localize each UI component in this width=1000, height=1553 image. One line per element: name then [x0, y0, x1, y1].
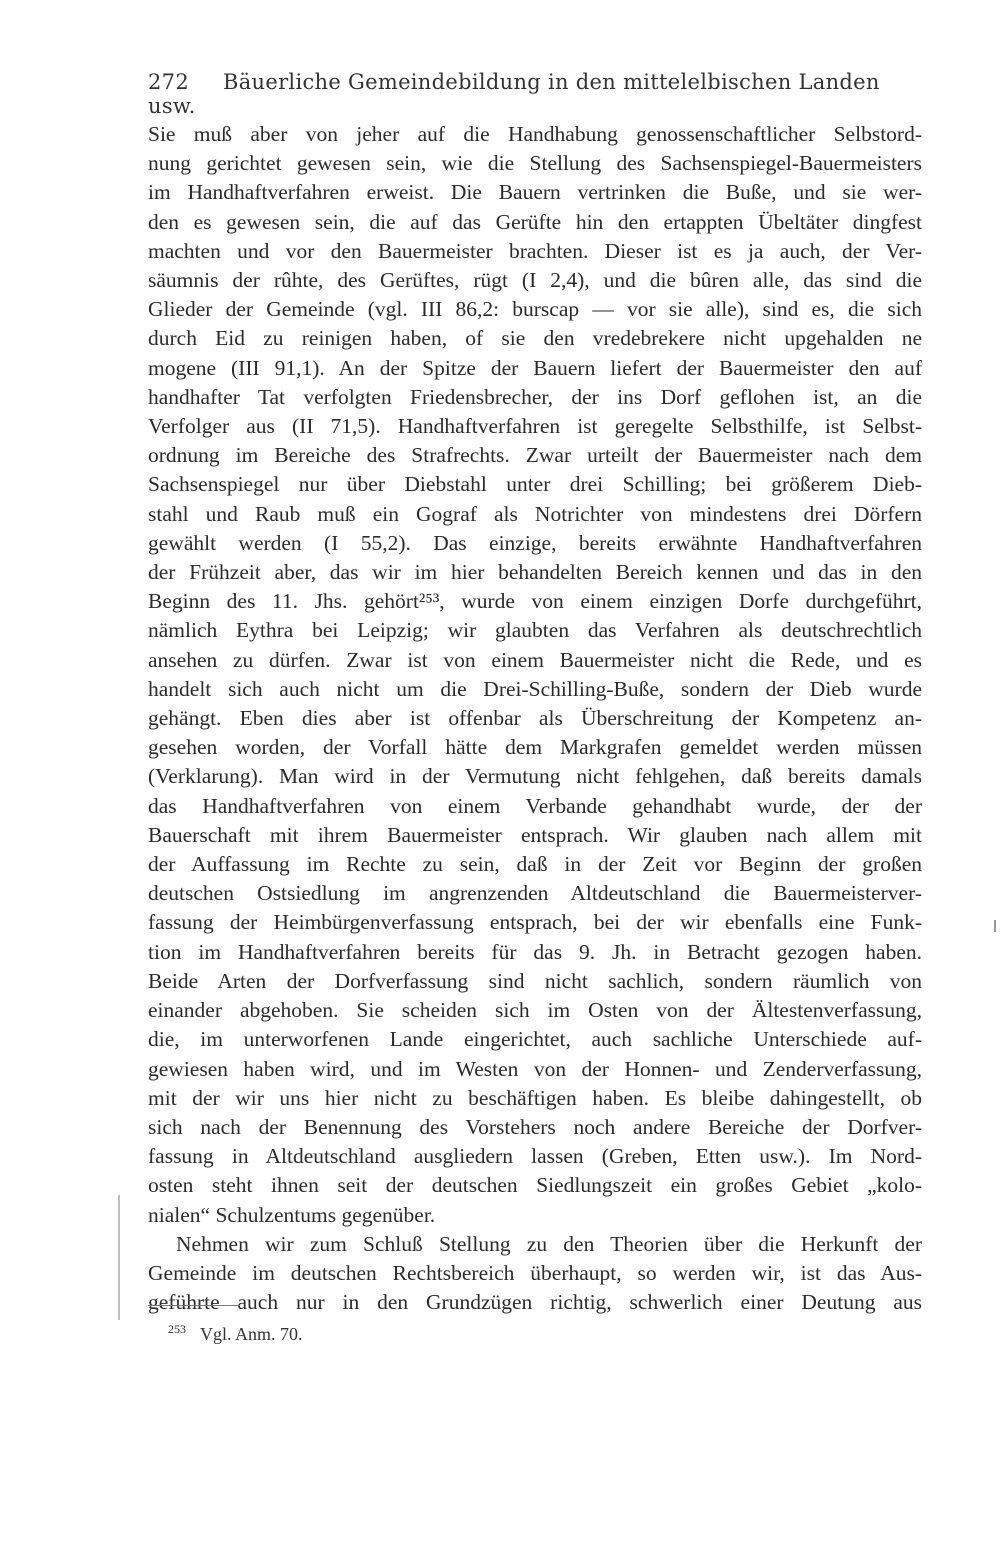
text-line: einander abgehoben. Sie scheiden sich im Osten von der Ältestenverfassung, — [148, 998, 922, 1023]
text-line: gewählt werden (I 55,2). Das einzige, bereits erwähnte Handhaftverfahren — [148, 530, 922, 555]
text-line: der Auffassung im Rechte zu sein, daß in der Zeit vor Beginn der großen — [148, 852, 922, 877]
text-line: gesehen worden, der Vorfall hätte dem Markgrafen gemeldet werden müssen — [148, 735, 922, 760]
text-line: mogene (III 91,1). An der Spitze der Bauern liefert der Bauermeister den auf — [148, 355, 922, 380]
text-line: stahl und Raub muß ein Gograf als Notrichter von mindestens drei Dörfern — [148, 501, 922, 526]
footnote — [168, 1322, 303, 1345]
text-line: fassung in Altdeutschland ausgliedern lassen (Greben, Etten usw.). Im Nord- — [148, 1144, 922, 1169]
body-text — [148, 120, 922, 1317]
text-line: der Frühzeit aber, das wir im hier behandelten Bereich kennen und das in den — [148, 560, 922, 585]
text-line: säumnis der rûhte, des Gerüftes, rügt (I 2,4), und die bûren alle, das sind die — [148, 268, 922, 293]
text-line: tion im Handhaftverfahren bereits für das 9. Jh. in Betracht gezogen haben. — [148, 939, 922, 964]
scan-speck — [994, 920, 996, 932]
text-line: den es gewesen sein, die auf das Gerüfte hin den ertappten Übeltäter dingfest — [148, 209, 922, 234]
text-line: gehängt. Eben dies aber ist offenbar als Überschreitung der Kompetenz an- — [148, 706, 922, 731]
footnote-text: Vgl. Anm. 70. — [200, 1324, 303, 1344]
footnote-marker: 253 — [168, 1322, 186, 1336]
text-line: sich nach der Benennung des Vorstehers noch andere Bereiche der Dorfver- — [148, 1114, 922, 1139]
text-line: Beide Arten der Dorfverfassung sind nicht sachlich, sondern räumlich von — [148, 968, 922, 993]
text-line: Sachsenspiegel nur über Diebstahl unter drei Schilling; bei größerem Dieb- — [148, 472, 922, 497]
text-line: Beginn des 11. Jhs. gehört²⁵³, wurde von einem einzigen Dorfe durchgeführt, — [148, 589, 922, 614]
text-line: Verfolger aus (II 71,5). Handhaftverfahren ist geregelte Selbsthilfe, ist Selbst- — [148, 414, 922, 439]
text-line: durch Eid zu reinigen haben, of sie den vredebrekere nicht upgehalden ne — [148, 326, 922, 351]
text-line: Glieder der Gemeinde (vgl. III 86,2: burscap — vor sie alle), sind es, die sich — [148, 297, 922, 322]
text-line: ansehen zu dürfen. Zwar ist von einem Bauermeister nicht die Rede, und es — [148, 647, 922, 672]
text-line: Nehmen wir zum Schluß Stellung zu den Theorien über die Herkunft der — [176, 1231, 922, 1256]
text-line: (Verklarung). Man wird in der Vermutung nicht fehlgehen, daß bereits damals — [148, 764, 922, 789]
margin-pencil-mark — [118, 1195, 120, 1320]
text-line: geführte auch nur in den Grundzügen richtig, schwerlich einer Deutung aus — [148, 1290, 922, 1315]
text-line: nung gerichtet gewesen sein, wie die Stellung des Sachsenspiegel-Bauermeisters — [148, 151, 922, 176]
text-line: handhafter Tat verfolgten Friedensbrecher, der ins Dorf geflohen ist, an die — [148, 384, 922, 409]
text-line: im Handhaftverfahren erweist. Die Bauern vertrinken die Buße, und sie wer- — [148, 180, 922, 205]
text-line: die, im unterworfenen Lande eingerichtet, auch sachliche Unterschiede auf- — [148, 1027, 922, 1052]
running-header — [148, 70, 928, 118]
text-line: fassung der Heimbürgenverfassung entsprach, bei der wir ebenfalls eine Funk- — [148, 910, 922, 935]
page-number: 272 — [148, 70, 189, 94]
text-line: nialen“ Schulzentums gegenüber. — [148, 1202, 436, 1227]
text-line: gewiesen haben wird, und im Westen von der Honnen- und Zenderverfassung, — [148, 1056, 922, 1081]
text-line: Sie muß aber von jeher auf die Handhabung genossenschaftlicher Selbstord- — [148, 122, 922, 146]
text-line: handelt sich auch nicht um die Drei-Schilling-Buße, sondern der Dieb wurde — [148, 676, 922, 701]
text-line: ordnung im Bereiche des Strafrechts. Zwar urteilt der Bauermeister nach dem — [148, 443, 922, 468]
text-line: mit der wir uns hier nicht zu beschäftigen haben. Es bleibe dahingestellt, ob — [148, 1085, 922, 1110]
running-title: Bäuerliche Gemeindebildung in den mittelelbischen Landen usw. — [148, 70, 880, 118]
text-line: das Handhaftverfahren von einem Verbande gehandhabt wurde, der der — [148, 793, 922, 818]
text-line: Gemeinde im deutschen Rechtsbereich überhaupt, so werden wir, ist das Aus- — [148, 1260, 922, 1285]
text-line: machten und vor den Bauermeister brachten. Dieser ist es ja auch, der Ver- — [148, 238, 922, 263]
text-line: osten steht ihnen seit der deutschen Siedlungszeit ein großes Gebiet „kolo- — [148, 1173, 922, 1198]
footnote-rule — [148, 1305, 240, 1306]
text-line: Bauerschaft mit ihrem Bauermeister entsprach. Wir glauben nach allem mit — [148, 822, 922, 847]
text-line: deutschen Ostsiedlung im angrenzenden Altdeutschland die Bauermeisterver- — [148, 881, 922, 906]
text-line: nämlich Eythra bei Leipzig; wir glaubten das Verfahren als deutschrechtlich — [148, 618, 922, 643]
